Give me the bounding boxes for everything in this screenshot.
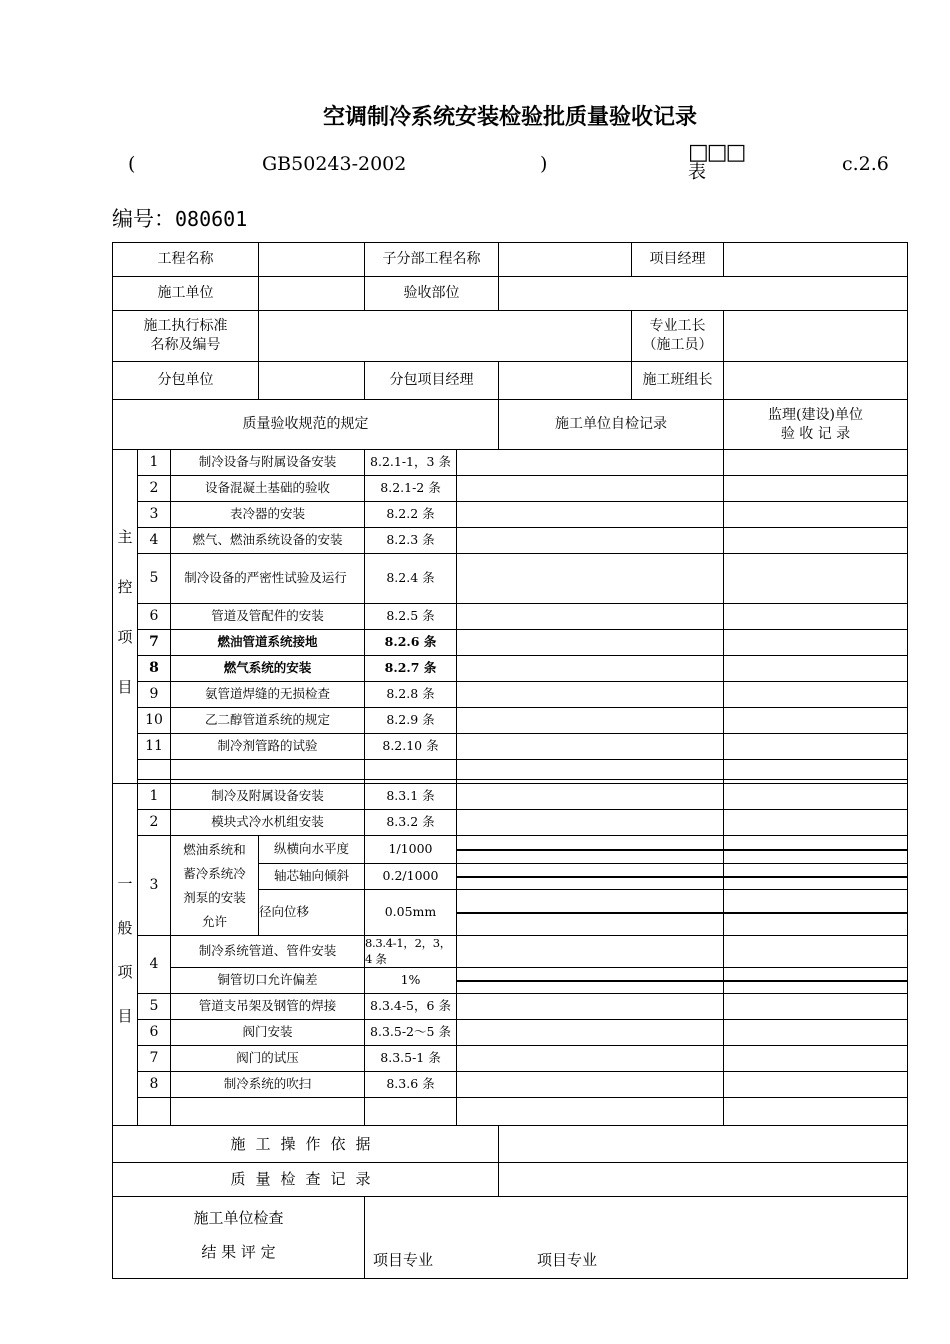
general-row-7 [113,1046,908,1072]
item-number: 8 [138,1072,171,1098]
item-number: 6 [138,1020,171,1046]
general-row-4a [113,936,908,968]
supervisor-grid-cell [724,968,908,994]
item-number: 3 [138,836,171,936]
general-row-4b [113,968,908,994]
record-code: 编号：080601 [112,207,248,231]
project-manager-label: 项目经理 [632,243,724,277]
item-clause: 8.2.8 条 [365,682,457,708]
main-row-3 [113,502,908,528]
supervisor-cell[interactable] [724,1072,908,1098]
item-name: 设备混凝土基础的验收 [171,476,365,502]
sub-item-name: 轴芯轴向倾斜 [259,864,365,890]
supervisor-cell[interactable] [724,1020,908,1046]
item-number: 2 [138,810,171,836]
sub-item-name: 纵横向水平度 [259,836,365,864]
self-check-cell[interactable] [457,630,724,656]
inspection-form [112,242,908,1279]
self-check-cell[interactable] [457,604,724,630]
item-clause [365,1098,457,1126]
item-number: 1 [138,450,171,476]
supervisor-cell[interactable] [724,1098,908,1126]
info-row-1 [113,243,908,277]
form-number-boxes: □□□ [688,140,745,165]
acceptance-part-field[interactable] [499,277,908,311]
self-check-cell[interactable] [457,554,724,604]
item-number: 1 [138,784,171,810]
self-check-cell[interactable] [457,810,724,836]
item-clause: 8.2.6 条 [365,630,457,656]
self-check-cell[interactable] [457,528,724,554]
supervisor-cell[interactable] [724,604,908,630]
standard-field[interactable] [259,311,632,362]
main-row-11 [113,734,908,760]
form-number: c.2.6 [842,153,889,175]
self-check-cell[interactable] [457,1098,724,1126]
supervisor-cell[interactable] [724,784,908,810]
team-leader-label: 施工班组长 [632,362,724,400]
item-name: 表冷器的安装 [171,502,365,528]
item-name: 制冷设备与附属设备安装 [171,450,365,476]
evaluation-row [113,1197,908,1279]
supervisor-cell[interactable] [724,682,908,708]
sub-pm-field[interactable] [499,362,632,400]
item-clause: 8.3.4-5，6 条 [365,994,457,1020]
standard-label: 施工执行标准 名称及编号 [113,311,259,362]
subcontractor-label: 分包单位 [113,362,259,400]
item-clause: 8.2.1-2 条 [365,476,457,502]
team-leader-field[interactable] [724,362,908,400]
basis-field[interactable] [499,1126,908,1163]
item-name: 燃气系统的安装 [171,656,365,682]
supervisor-header: 监理(建设)单位 验 收 记 录 [724,400,908,450]
foreman-label: 专业工长 （施工员） [632,311,724,362]
sub-item-name: 径向位移 [259,890,365,936]
supervisor-cell[interactable] [724,760,908,780]
sub-item-value: 0.2/1000 [365,864,457,890]
general-row-5 [113,994,908,1020]
self-check-cell[interactable] [457,708,724,734]
item-clause: 8.2.4 条 [365,554,457,604]
item-name: 乙二醇管道系统的规定 [171,708,365,734]
main-row-6 [113,604,908,630]
item-clause: 8.2.5 条 [365,604,457,630]
item-number: 4 [138,528,171,554]
item-clause [365,760,457,780]
standard-close-paren: ) [540,153,548,175]
item-name: 燃油管道系统接地 [171,630,365,656]
self-check-cell[interactable] [457,734,724,760]
main-row-2 [113,476,908,502]
pump-install-group-label: 燃油系统和 蓄冷系统冷 剂泵的安装 允许 [171,836,259,936]
info-row-4 [113,362,908,400]
info-row-2 [113,277,908,311]
supervisor-grid-cell [724,890,908,936]
item-clause: 8.3.6 条 [365,1072,457,1098]
standard-open-paren: ( [128,153,136,175]
supervisor-cell[interactable] [724,936,908,968]
self-check-cell[interactable] [457,760,724,780]
evaluation-label: 施工单位检查 结 果 评 定 [113,1197,365,1279]
signature-label-1: 项目专业 [373,1250,434,1269]
signature-label-2: 项目专业 [537,1250,598,1269]
item-clause: 8.2.1-1，3 条 [365,450,457,476]
spec-header: 质量验收规范的规定 [113,400,499,450]
general-row-2 [113,810,908,836]
project-name-label: 工程名称 [113,243,259,277]
item-clause: 8.2.3 条 [365,528,457,554]
item-number: 7 [138,630,171,656]
item-name: 制冷系统的吹扫 [171,1072,365,1098]
item-name [171,760,365,780]
item-clause: 8.3.2 条 [365,810,457,836]
supervisor-cell[interactable] [724,502,908,528]
acceptance-part-label: 验收部位 [365,277,499,311]
general-row-8 [113,1072,908,1098]
item-clause: 8.2.7 条 [365,656,457,682]
self-check-cell[interactable] [457,656,724,682]
supervisor-cell[interactable] [724,476,908,502]
main-row-10 [113,708,908,734]
supervisor-cell[interactable] [724,450,908,476]
main-row-9 [113,682,908,708]
self-check-header: 施工单位自检记录 [499,400,724,450]
item-number: 6 [138,604,171,630]
self-check-grid-cell [457,968,724,994]
standard-code: GB50243-2002 [262,153,407,175]
self-check-cell[interactable] [457,502,724,528]
self-check-cell[interactable] [457,994,724,1020]
main-section-label: 主 控 项 目 [113,450,138,784]
item-name: 制冷及附属设备安装 [171,784,365,810]
item-number: 5 [138,994,171,1020]
info-row-3 [113,311,908,362]
item-number: 4 [138,936,171,994]
sub-item-value: 0.05mm [365,890,457,936]
main-row-4 [113,528,908,554]
construction-unit-field[interactable] [259,277,365,311]
construction-unit-label: 施工单位 [113,277,259,311]
self-check-cell[interactable] [457,1046,724,1072]
sub-project-field[interactable] [499,243,632,277]
supervisor-grid-cell [724,836,908,864]
sub-pm-label: 分包项目经理 [365,362,499,400]
sub-project-label: 子分部工程名称 [365,243,499,277]
foreman-field[interactable] [724,311,908,362]
item-name: 管道及管配件的安装 [171,604,365,630]
supervisor-cell[interactable] [724,630,908,656]
self-check-grid-cell [457,890,724,936]
general-row-3a [113,836,908,864]
self-check-cell[interactable] [457,936,724,968]
basis-row [113,1126,908,1163]
item-number: 8 [138,656,171,682]
item-name: 铜管切口允许偏差 [171,968,365,994]
item-name: 制冷设备的严密性试验及运行 [171,554,365,604]
self-check-cell[interactable] [457,476,724,502]
supervisor-cell[interactable] [724,708,908,734]
project-manager-field[interactable] [724,243,908,277]
supervisor-cell[interactable] [724,528,908,554]
self-check-grid-cell [457,864,724,890]
page-title: 空调制冷系统安装检验批质量验收记录 [322,104,697,130]
self-check-grid-cell [457,836,724,864]
general-row-1 [113,784,908,810]
main-row-blank [113,760,908,780]
item-clause: 8.3.5-2～5 条 [365,1020,457,1046]
supervisor-cell[interactable] [724,994,908,1020]
record-label: 质量检查记录 [113,1163,499,1197]
item-clause: 8.3.1 条 [365,784,457,810]
item-number [138,760,171,780]
self-check-cell[interactable] [457,784,724,810]
item-clause: 1% [365,968,457,994]
form-label: 表 [688,162,706,183]
basis-label: 施工操作依据 [113,1126,499,1163]
item-name: 模块式冷水机组安装 [171,810,365,836]
subcontractor-field[interactable] [259,362,365,400]
main-row-5 [113,554,908,604]
self-check-cell[interactable] [457,682,724,708]
item-name: 燃气、燃油系统设备的安装 [171,528,365,554]
self-check-cell[interactable] [457,450,724,476]
evaluation-field[interactable] [365,1197,908,1279]
record-row [113,1163,908,1197]
main-row-8 [113,656,908,682]
supervisor-cell[interactable] [724,734,908,760]
item-number: 5 [138,554,171,604]
general-row-6 [113,1020,908,1046]
self-check-cell[interactable] [457,1072,724,1098]
supervisor-cell[interactable] [724,810,908,836]
record-field[interactable] [499,1163,908,1197]
main-row-7 [113,630,908,656]
sub-item-value: 1/1000 [365,836,457,864]
item-name: 阀门安装 [171,1020,365,1046]
item-clause: 8.2.9 条 [365,708,457,734]
supervisor-cell[interactable] [724,1046,908,1072]
supervisor-cell[interactable] [724,554,908,604]
item-name: 阀门的试压 [171,1046,365,1072]
item-number: 9 [138,682,171,708]
general-section-label: 一 般 项 目 [113,784,138,1126]
item-clause: 8.3.5-1 条 [365,1046,457,1072]
supervisor-cell[interactable] [724,656,908,682]
item-number: 7 [138,1046,171,1072]
item-name: 制冷系统管道、管件安装 [171,936,365,968]
item-name: 管道支吊架及钢管的焊接 [171,994,365,1020]
self-check-cell[interactable] [457,1020,724,1046]
item-clause: 8.2.2 条 [365,502,457,528]
item-name: 氨管道焊缝的无损检查 [171,682,365,708]
item-clause: 8.2.10 条 [365,734,457,760]
item-number: 11 [138,734,171,760]
item-number: 10 [138,708,171,734]
item-number [138,1098,171,1126]
column-header-row [113,400,908,450]
general-row-blank [113,1098,908,1126]
item-name [171,1098,365,1126]
item-name: 制冷剂管路的试验 [171,734,365,760]
project-name-field[interactable] [259,243,365,277]
item-number: 3 [138,502,171,528]
main-row-1 [113,450,908,476]
item-clause: 8.3.4-1，2，3，4 条 [365,936,457,968]
item-number: 2 [138,476,171,502]
supervisor-grid-cell [724,864,908,890]
